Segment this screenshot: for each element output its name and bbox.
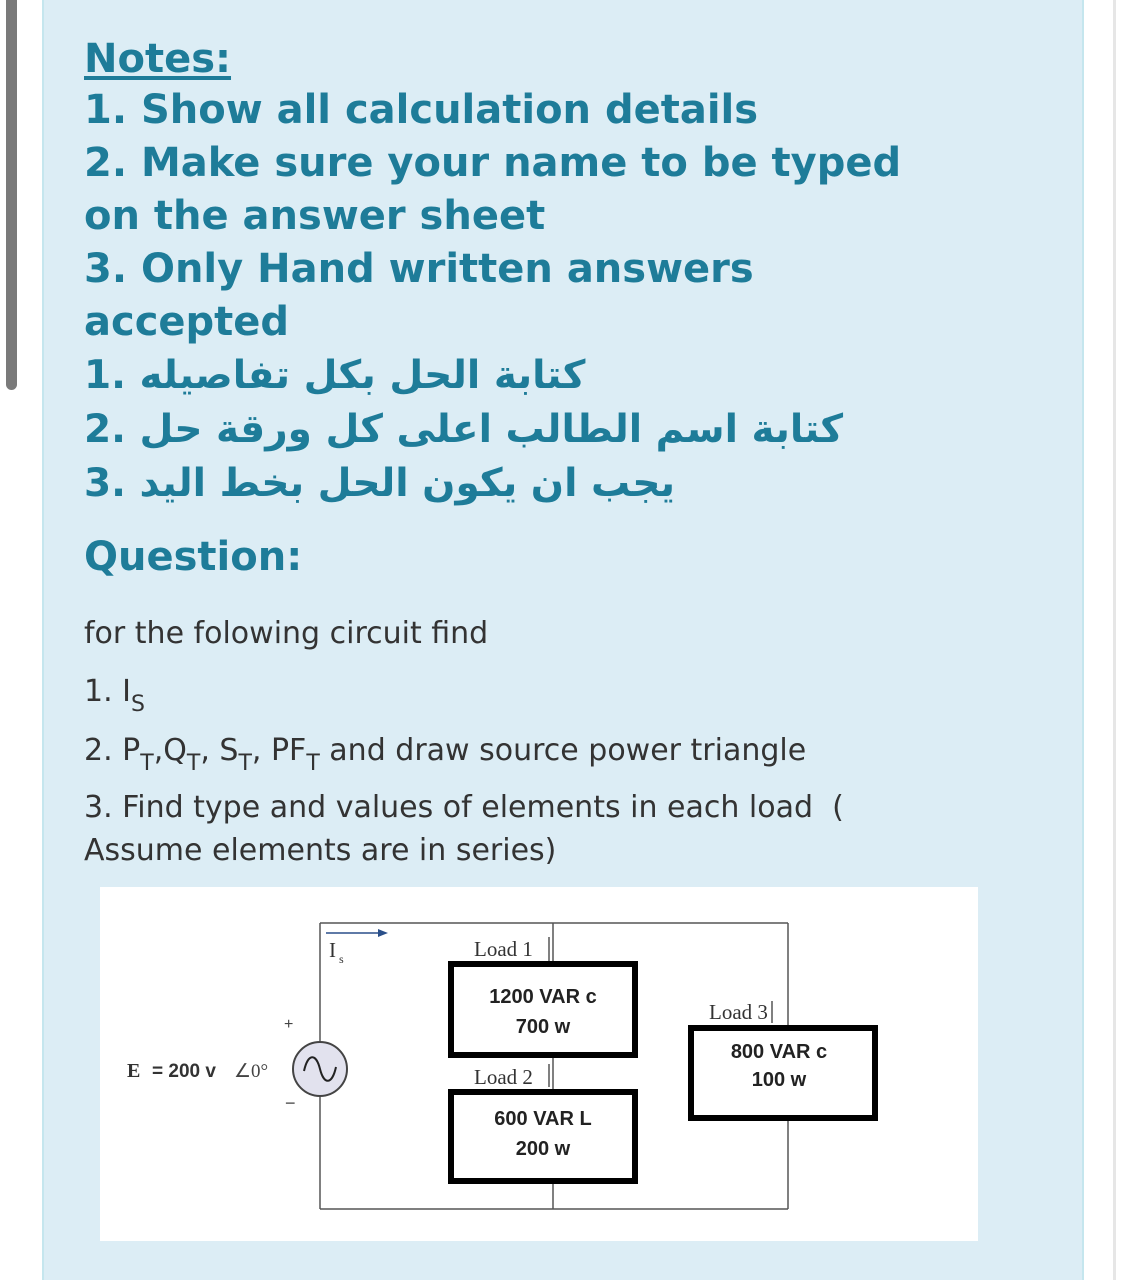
arabic-note-2: كتابة اسم الطالب اعلى كل ورقة حل .2	[84, 407, 844, 452]
item2-q: ,Q	[153, 733, 187, 768]
question-title: Question:	[84, 534, 303, 580]
source-label-e: E	[127, 1060, 141, 1082]
item1-prefix: 1. I	[84, 674, 132, 709]
current-sub: s	[339, 952, 344, 966]
load2-line1: 600 VAR L	[494, 1108, 592, 1130]
current-label: I	[329, 938, 336, 962]
item2-sub-q: T	[186, 751, 201, 776]
plus-sign: +	[284, 1016, 294, 1033]
minus-sign: −	[285, 1093, 296, 1113]
item2-s: , S	[200, 733, 239, 768]
question-item-2	[84, 733, 806, 776]
item2-sub-pf: T	[306, 751, 320, 776]
load1-label: Load 1	[474, 937, 533, 961]
current-arrow	[326, 929, 388, 937]
page-edge	[1113, 0, 1116, 1280]
question-intro: for the folowing circuit find	[84, 616, 489, 651]
note-line-4: 3. Only Hand written answers	[84, 246, 754, 292]
load1-line1: 1200 VAR c	[489, 986, 597, 1008]
item1-sub: S	[131, 692, 145, 717]
item2-pf: , PF	[251, 733, 307, 768]
note-line-5: accepted	[84, 299, 290, 345]
load1-line2: 700 w	[515, 1016, 571, 1038]
load3-line1: 800 VAR c	[730, 1041, 828, 1063]
note-line-3: on the answer sheet	[84, 193, 546, 239]
load2-box	[451, 1092, 635, 1181]
item2-sub-p: T	[140, 751, 154, 776]
notes-title: Notes:	[84, 36, 232, 82]
note-line-1: 1. Show all calculation details	[84, 87, 759, 133]
source-label-value: = 200 v	[152, 1061, 216, 1082]
scrollbar[interactable]	[6, 0, 17, 390]
item2-p: 2. P	[84, 733, 141, 768]
load2-line2: 200 w	[515, 1138, 571, 1160]
question-item-3-line1: 3. Find type and values of elements in each load (	[84, 790, 844, 825]
arabic-note-1: كتابة الحل بكل تفاصيله .1	[84, 353, 586, 398]
item2-rest: and draw source power triangle	[319, 733, 807, 768]
question-item-1	[84, 674, 145, 717]
source-angle: ∠0°	[234, 1061, 269, 1082]
question-item-3-line2: Assume elements are in series)	[84, 833, 557, 868]
load3-label: Load 3	[709, 1000, 768, 1024]
notes-card	[42, 0, 1084, 1280]
load3-line2: 100 w	[751, 1069, 807, 1091]
load2-label: Load 2	[474, 1065, 533, 1089]
note-line-2: 2. Make sure your name to be typed	[84, 140, 902, 186]
circuit-diagram	[100, 887, 978, 1241]
item2-sub-s: T	[238, 751, 252, 776]
arabic-note-3: يجب ان يكون الحل بخط اليد .3	[84, 461, 676, 506]
load1-box	[451, 964, 635, 1055]
